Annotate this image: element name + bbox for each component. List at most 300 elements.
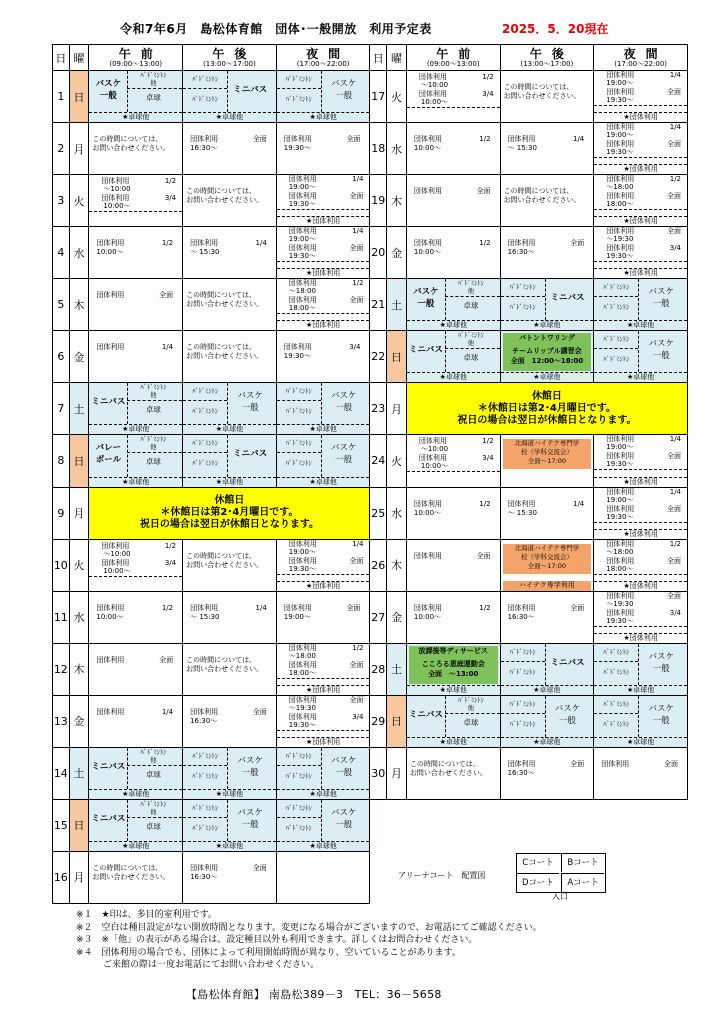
sport-basketball: バスケ [331,807,357,818]
multi-purpose-room: ★卓球他 [407,685,500,695]
header-day-2: 日 [370,45,387,71]
inquire-note [183,540,276,591]
closed-title: 休館日 [531,390,562,402]
group-label-2: 団体利用 [606,556,635,565]
group-label-2: 団体利用 [288,712,317,721]
group-use-split [594,175,687,226]
group-time: ～ 15:30 [507,508,537,517]
sport-general: 一般 [241,819,259,830]
slot-evening [276,643,370,695]
group-label: 団体利用 [507,603,536,612]
sport-badminton-2: ﾊﾞﾄﾞﾐﾝﾄﾝ [509,303,536,312]
sport-general: 一般 [241,767,259,778]
day-number: 8 [53,435,70,487]
slot-morning [89,747,183,799]
group-time-2: 19:30～ [606,512,634,521]
court-amount: 全面 [346,603,361,612]
sport-badminton-2: ﾊﾞﾄﾞﾐﾝﾄﾝ [285,95,312,103]
court-amount: 1/4 [352,539,364,548]
multi-purpose-room: ★団体利用 [277,581,370,591]
slot-afternoon [500,695,594,747]
sport-minibasket: ミニバス [550,293,585,304]
weekday: 木 [387,539,407,591]
table-row [53,643,688,695]
weekday: 金 [69,695,89,747]
group-time-2: 19:30～ [288,200,316,209]
inquire-line-1: この時間については、 [503,83,574,91]
day-number: 29 [370,695,387,747]
sport-other: 他 [467,339,475,348]
group-label: 団体利用 [190,603,219,612]
notes [76,909,676,972]
court-amount: 1/2 [479,135,491,144]
sport-minibasket: ミニバス [91,397,126,408]
weekend-sports [594,696,687,737]
day-number: 12 [53,643,70,695]
table-row [53,123,688,175]
sport-general: 一般 [652,715,670,726]
day-number: 17 [370,71,387,123]
sport-badminton: ﾊﾞﾄﾞﾐﾝﾄﾝ [457,279,484,288]
sport-badminton: ﾊﾞﾄﾞﾐﾝﾄﾝ [285,803,312,812]
sport-badminton: ﾊﾞﾄﾞﾐﾝﾄﾝ [285,75,312,83]
court-amount: 1/4 [352,175,364,184]
slot-evening [276,123,370,175]
weekday: 水 [387,123,407,175]
group-use-split [277,644,370,695]
sport-other: 他 [150,755,157,764]
court-amount: 全面 [346,135,361,144]
group-time: ～19:30 [288,703,316,712]
sport-general: 一般 [335,767,353,778]
court-amount-2: 全面 [349,296,364,305]
header-afternoon-2: 午後 (13:00～17:00) [500,45,594,71]
group-time: 19:00～ [283,612,311,621]
group-time-2: 10:00～ [103,202,131,211]
sport-badminton-2: ﾊﾞﾄﾞﾐﾝﾄﾝ [192,771,219,780]
court-amount: 全面 [667,591,681,600]
slot-evening [594,695,688,747]
multi-purpose-room: ★卓球他 [594,737,687,747]
sport-general: 一般 [652,351,670,362]
inquire-line-1: この時間については、 [409,759,480,768]
event-dayservice [409,646,498,684]
closed-day-notice-2 [406,383,687,435]
group-use-split [594,71,687,122]
closed-line-1: ＊休館日は第2･4月曜日です。 [160,507,299,519]
court-amount: 1/2 [161,603,174,612]
group-use-split [277,540,370,591]
event-time: 全面 12:00～18:00 [510,357,584,366]
sport-basketball: バスケ [237,755,263,766]
sport-badminton: ﾊﾞﾄﾞﾐﾝﾄﾝ [192,75,219,83]
court-amount: 1/2 [164,177,177,186]
header-weekday: 曜 [69,45,89,71]
inquire-line-1: この時間については、 [503,187,574,196]
header-evening-2: 夜間 (17:00～22:00) [594,45,688,71]
slot-afternoon [500,331,594,383]
note-5: ご来館の際は一度お電話にてお問い合わせください。 [76,960,320,970]
court-amount: 全面 [476,551,491,560]
event-time: 全面～17:00 [527,561,567,570]
slot-evening [276,591,370,643]
weekend-morning-sports [89,748,182,789]
slot-morning [406,331,500,383]
day-number: 25 [370,487,387,539]
group-label-2: 団体利用 [606,244,635,253]
header-morning: 午前 (09:00～13:00) [89,45,183,71]
header-evening: 夜間 (17:00～22:00) [276,45,370,71]
sport-badminton: ﾊﾞﾄﾞﾐﾝﾄﾝ [140,799,167,808]
sport-pingpong: 卓球 [145,405,161,415]
group-label-2: 団体利用 [606,504,635,513]
slot-morning [89,383,183,435]
slot-afternoon [183,747,277,799]
sport-badminton-2: ﾊﾞﾄﾞﾐﾝﾄﾝ [285,823,312,832]
sport-basketball: バスケ [331,443,357,454]
weekend-sports [183,800,276,841]
table-row [53,487,688,539]
event-hokkaido-hitech [503,439,592,469]
group-label-2: 団体利用 [288,296,317,305]
sport-badminton-2: ﾊﾞﾄﾞﾐﾝﾄﾝ [285,771,312,780]
sport-basketball: バスケ [331,391,357,402]
weekday: 木 [69,279,89,331]
multi-purpose-room: ★団体利用 [277,320,370,330]
sport-badminton: ﾊﾞﾄﾞﾐﾝﾄﾝ [457,331,484,340]
sport-basketball: バスケ [237,391,263,402]
group-time: 19:00～ [606,443,634,452]
sport-badminton: ﾊﾞﾄﾞﾐﾝﾄﾝ [509,699,536,708]
group-label: 団体利用 [507,499,536,508]
weekend-sports [183,383,276,424]
sport-basketball: バスケ [331,755,357,766]
sport-general: 一般 [99,91,117,101]
group-time-2: 19:30～ [606,460,634,469]
group-label: 団体利用 [413,135,442,144]
slot-morning [406,487,500,539]
sport-pingpong: 卓球 [463,301,479,311]
group-time: ～10:00 [103,549,131,558]
group-time-2: 19:30～ [288,564,316,573]
group-label: 団体利用 [288,227,317,236]
group-time: ～10:00 [420,445,449,454]
sport-other: 他 [150,807,157,816]
sport-badminton: ﾊﾞﾄﾞﾐﾝﾄﾝ [192,803,219,812]
slot-morning [406,71,500,123]
court-amount: 1/2 [479,499,491,508]
group-time-2: 10:00～ [103,566,131,575]
court-amount: 1/4 [255,239,267,248]
multi-purpose-room: ★卓球他 [594,685,687,695]
day-number: 6 [53,331,70,383]
group-label: 団体利用 [413,551,442,560]
group-time-2: 18:00～ [606,200,634,209]
weekday: 日 [69,435,89,487]
slot-morning [89,123,183,175]
inquire-note [183,279,276,330]
slot-evening [594,175,688,227]
group-label: 団体利用 [606,227,635,236]
day-number: 4 [53,227,70,279]
court-amount: 全面 [570,603,585,612]
slot-evening [594,279,688,331]
inquire-line-2: お問い合わせください。 [503,196,581,205]
group-label-2: 団体利用 [418,454,447,463]
group-label-2: 団体利用 [288,660,317,669]
multi-purpose-room: ★団体利用 [277,685,370,695]
sport-basketball: バスケ [648,703,674,714]
group-time: ～18:00 [288,651,316,660]
sport-general: 一般 [652,663,670,674]
event-time: 全面 ～13:00 [428,669,479,678]
multi-purpose-room: ★団体利用 [277,737,370,747]
slot-evening [594,123,688,175]
multi-purpose-room: ★団体利用 [277,268,370,278]
sport-basketball: バスケ [331,79,357,89]
weekday: 日 [387,331,407,383]
court-amount: 全面 [349,695,364,704]
weekend-afternoon-sports [501,644,594,685]
court-amount: 1/4 [161,343,174,352]
weekday: 火 [69,539,89,591]
court-amount-2: 全面 [349,244,364,253]
group-time: ～ 15:30 [190,248,220,257]
weekend-sports [277,71,370,112]
sport-badminton: ﾊﾞﾄﾞﾐﾝﾄﾝ [192,751,219,760]
group-time: ～ 15:30 [190,612,220,621]
inquire-line-2: お問い合わせください。 [503,92,581,100]
sport-badminton-2: ﾊﾞﾄﾞﾐﾝﾄﾝ [192,823,219,832]
weekend-morning-sports [407,696,500,737]
sport-badminton: ﾊﾞﾄﾞﾐﾝﾄﾝ [192,439,219,448]
sport-badminton-2: ﾊﾞﾄﾞﾐﾝﾄﾝ [192,95,219,103]
group-time: ～19:30 [606,235,634,244]
weekday: 土 [387,279,407,331]
slot-morning [406,279,500,331]
weekday: 日 [387,695,407,747]
table-row [53,383,688,435]
group-use-split [407,71,500,122]
weekday: 水 [69,591,89,643]
slot-evening [276,279,370,331]
group-time: 19:30～ [283,352,311,361]
sport-volleyball-2: ボール [95,455,122,466]
weekday: 水 [69,227,89,279]
group-time: ～18:00 [606,183,634,192]
sport-badminton-2: ﾊﾞﾄﾞﾐﾝﾄﾝ [603,667,630,676]
group-label: 団体利用 [606,71,635,79]
group-label: 団体利用 [413,187,442,196]
slot-evening [276,175,370,227]
group-label: 団体利用 [606,591,635,600]
weekend-sports [594,279,687,320]
event-name: こころる恵庭運動会 [421,659,485,668]
sport-pingpong: 卓球 [463,717,479,727]
day-number: 24 [370,435,387,487]
multi-purpose-room: ★卓球他 [183,841,276,851]
multi-purpose-room: ★卓球他 [277,112,370,122]
court-amount-2: 3/4 [669,608,681,617]
weekday: 火 [387,71,407,123]
weekday: 木 [387,175,407,227]
group-time: ～19:30 [606,599,634,608]
group-label: 団体利用 [283,135,312,144]
slot-evening [276,435,370,487]
note-4: ※４ 団体利用の場合でも、団体によって利用開始時間が異なり、空いていることがあります。 [76,947,461,958]
group-label: 団体利用 [606,539,635,548]
group-label: 団体利用 [288,175,317,184]
sport-minibasket: ミニバス [91,761,126,772]
court-amount: 1/2 [352,279,364,288]
table-row [53,175,688,227]
slot-afternoon [183,227,277,279]
slot-afternoon [500,175,594,227]
group-time: 19:00～ [288,235,316,244]
court-amount: 1/4 [669,435,681,444]
day-number: 7 [53,383,70,435]
sport-badminton-2: ﾊﾞﾄﾞﾐﾝﾄﾝ [509,719,536,728]
court-amount: 全面 [159,291,174,300]
weekday: 月 [69,487,89,539]
event-line-2: 校（学科交流会） [520,448,573,457]
court-layout-diagram [516,853,606,893]
court-amount-2: 3/4 [669,244,681,253]
slot-morning [406,123,500,175]
multi-purpose-room: ★卓球他 [594,320,687,330]
multi-purpose-room: ★卓球他 [277,841,370,851]
sport-general: 一般 [559,715,577,726]
inquire-line-1: この時間については、 [92,863,163,872]
group-time-2: 10:00～ [420,462,449,471]
sport-badminton: ﾊﾞﾄﾞﾐﾝﾄﾝ [140,435,167,444]
group-time: ～10:00 [103,185,131,194]
group-time: ～ 15:30 [507,144,537,153]
multi-purpose-room: ★卓球他 [277,789,370,799]
group-time-2: 19:30～ [606,616,634,625]
sport-badminton: ﾊﾞﾄﾞﾐﾝﾄﾝ [457,695,484,704]
slot-morning [89,435,183,487]
group-time-2: 19:30～ [288,720,316,729]
sport-badminton: ﾊﾞﾄﾞﾐﾝﾄﾝ [603,699,630,708]
day-number: 16 [53,851,70,903]
group-time: 16:30～ [190,144,218,153]
event-baton [503,333,592,371]
court-amount: 3/4 [349,343,361,352]
group-time: ～18:00 [288,287,316,296]
multi-purpose-room: ★卓球他 [594,372,687,382]
group-time-2: 18:00～ [288,668,316,677]
group-label: 団体利用 [96,707,125,716]
header-day: 日 [53,45,70,71]
slot-morning [89,695,183,747]
slot-morning [89,643,183,695]
multi-purpose-room: ★卓球他 [501,685,594,695]
slot-evening [594,227,688,279]
sport-minibasket: ミニバス [408,709,443,720]
multi-purpose-room: ★卓球他 [407,320,500,330]
day-number: 26 [370,539,387,591]
slot-afternoon [500,71,594,123]
slot-afternoon [183,71,277,123]
sport-general: 一般 [652,299,670,310]
slot-evening [594,643,688,695]
court-amount: 1/2 [161,239,174,248]
weekday: 日 [69,71,89,123]
sport-basketball: バスケ [95,79,122,89]
slot-afternoon [500,435,594,487]
sport-basketball: バスケ [413,287,439,298]
event-line-1: 北海道ハイテク専門学 [514,543,580,552]
group-time: ～18:00 [606,547,634,556]
court-amount: 1/4 [352,227,364,236]
group-time-2: 19:30～ [606,96,634,104]
group-label: 団体利用 [190,707,219,716]
inquire-line-1: この時間については、 [186,343,256,352]
sport-badminton-2: ﾊﾞﾄﾞﾐﾝﾄﾝ [285,407,312,416]
weekday: 金 [69,331,89,383]
inquire-line-2: お問い合わせください。 [186,352,264,361]
court-amount: 1/2 [352,643,364,652]
closed-line-1: ＊休館日は第2･4月曜日です。 [477,402,616,414]
weekday: 木 [69,643,89,695]
multi-purpose-room: ★団体利用 [594,216,687,226]
inquire-line-1: この時間については、 [186,291,256,300]
sport-basketball: バスケ [648,287,674,298]
court-amount: 全面 [476,187,491,196]
event-hitech-use: ハイテク専学利用 [503,581,592,591]
group-use-split [594,123,687,174]
day-number: 21 [370,279,387,331]
slot-evening [276,851,370,903]
group-time-2: 10:00～ [420,98,449,106]
group-label-2: 団体利用 [288,192,317,201]
inquire-note [407,748,500,799]
slot-evening [594,435,688,487]
multi-purpose-room: ★卓球他 [501,737,594,747]
group-label-2: 団体利用 [606,452,635,461]
slot-afternoon [500,279,594,331]
group-label-2: 団体利用 [418,90,447,98]
weekend-morning-sports [89,383,182,424]
sport-badminton: ﾊﾞﾄﾞﾐﾝﾄﾝ [509,647,536,656]
sport-volleyball: バレー [95,443,122,454]
day-number: 20 [370,227,387,279]
multi-purpose-room: ★団体利用 [594,164,687,174]
slot-morning [406,539,500,591]
slot-evening [594,539,688,591]
inquire-line-2: お問い合わせください。 [186,196,264,205]
court-amount: 全面 [570,759,585,768]
group-label: 団体利用 [418,437,447,446]
court-amount-2: 全面 [667,504,681,513]
court-amount-2: 全面 [349,556,364,565]
group-label-2: 団体利用 [606,140,635,149]
multi-purpose-room: ★卓球他 [183,112,276,122]
multi-purpose-room: ★卓球他 [89,477,182,487]
page-title: 令和7年6月 島松体育館 団体･一般開放 利用予定表 [120,22,432,36]
slot-evening [594,331,688,383]
sport-badminton: ﾊﾞﾄﾞﾐﾝﾄﾝ [285,439,312,448]
event-title: 放課後等ディサービス [418,646,488,655]
day-number: 23 [370,383,387,435]
group-label: 団体利用 [606,123,635,132]
sport-badminton: ﾊﾞﾄﾞﾐﾝﾄﾝ [603,335,630,344]
weekday: 土 [69,383,89,435]
multi-purpose-room: ★卓球他 [183,477,276,487]
day-number: 9 [53,487,70,539]
table-row [53,227,688,279]
